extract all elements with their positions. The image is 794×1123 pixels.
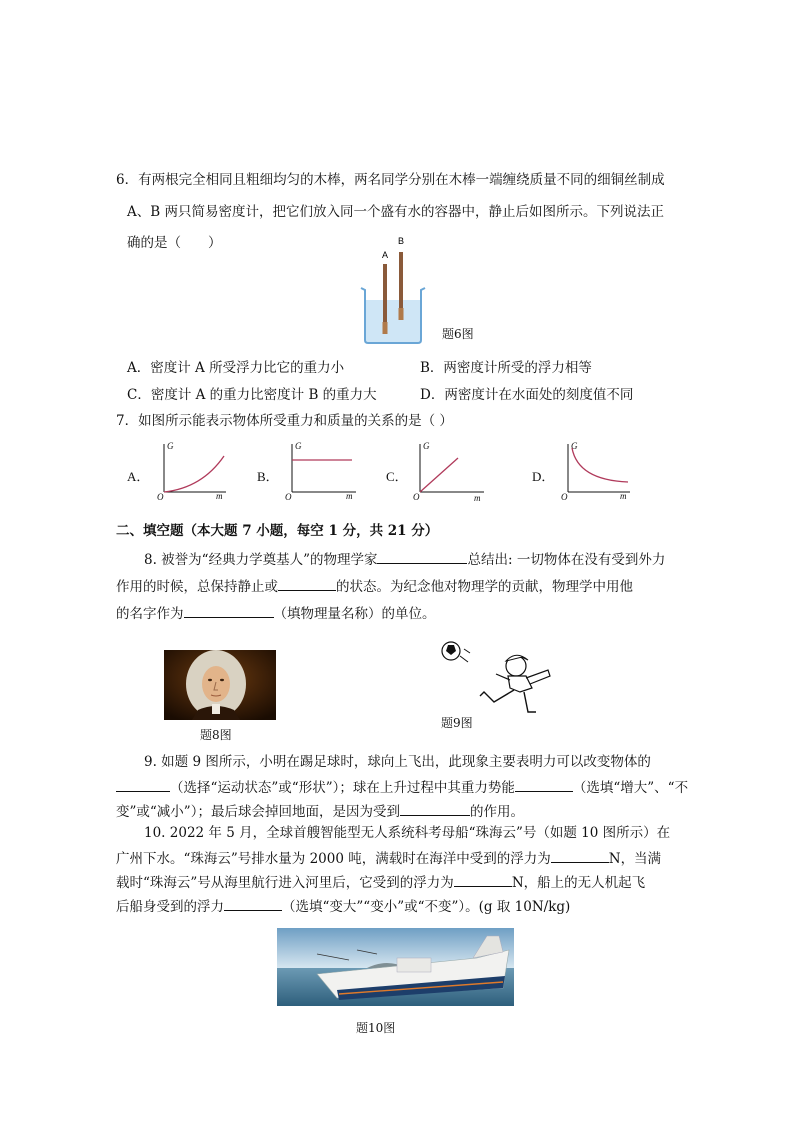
q7-graph-b-label: B．: [257, 469, 279, 484]
q9-blank-2[interactable]: [515, 777, 573, 792]
q6-stem-line1: 6．有两根完全相同且粗细均匀的木棒，两名同学分别在木棒一端缠绕质量不同的细铜丝制成: [116, 172, 665, 188]
q8-text: 8. 被誉为“经典力学奠基人”的物理学家: [144, 552, 378, 568]
q10-text: N，船上的无人机起飞: [511, 875, 646, 891]
q10-blank-2[interactable]: [454, 872, 512, 887]
q8-text: 的状态。为纪念他对物理学的贡献，物理学中用他: [336, 579, 633, 595]
origin-label: O: [561, 492, 568, 502]
q9-text: 变”或“减小”）；最后球会掉回地面，是因为受到: [116, 804, 400, 820]
q8-blank-2[interactable]: [278, 576, 336, 591]
origin-label: O: [157, 492, 164, 502]
q7-graph-c-label: C．: [386, 469, 408, 484]
q6-option-d: D．两密度计在水面处的刻度值不同: [420, 387, 634, 403]
q6-option-a: A．密度计 A 所受浮力比它的重力小: [127, 360, 345, 376]
q9-line3: [116, 801, 524, 821]
x-axis-label: m: [474, 493, 481, 502]
q10-blank-1[interactable]: [551, 848, 609, 863]
q10-text: 载时“珠海云”号从海里航行进入河里后，它受到的浮力为: [116, 875, 454, 891]
q8-line1: [144, 549, 665, 569]
x-axis-label: m: [216, 491, 223, 501]
q8-figure-caption: 题8图: [200, 728, 232, 742]
y-axis-label: G: [167, 441, 174, 451]
y-axis-label: G: [295, 441, 302, 451]
q10-blank-3[interactable]: [224, 896, 282, 911]
q9-line2: [116, 777, 688, 797]
curve: [164, 456, 224, 492]
q10-line2: [116, 848, 661, 868]
q8-blank-1[interactable]: [377, 549, 467, 564]
curve: [572, 448, 628, 482]
q10-figure-caption: 题10图: [356, 1021, 396, 1035]
q10-line3: [116, 872, 645, 892]
q7-graph-c: [408, 440, 490, 506]
q9-text: （选填“增大”、“不: [572, 780, 689, 796]
q10-line4: [116, 896, 570, 916]
q10-line1: 10. 2022 年 5 月，全球首艘智能型无人系统科考母船“珠海云”号（如题 10 图所示）在: [144, 825, 671, 841]
q7-graph-a: [152, 440, 234, 506]
q9-blank-1[interactable]: [116, 777, 170, 792]
x-axis-label: m: [620, 491, 627, 501]
water: [365, 300, 421, 342]
q7-graph-d: [556, 440, 638, 506]
q10-text: 后船身受到的浮力: [116, 899, 224, 915]
q9-blank-3[interactable]: [400, 801, 470, 816]
section2-heading: 二、填空题（本大题 7 小题，每空 1 分，共 21 分）: [116, 523, 439, 539]
q6-option-c: C．密度计 A 的重力比密度计 B 的重力大: [127, 387, 377, 403]
q6-label-b: B: [398, 236, 405, 246]
q6-figure-caption: 题6图: [442, 327, 474, 341]
q7-graph-a-label: A．: [127, 469, 150, 484]
q7-graph-b: [280, 440, 362, 506]
q10-text: 广州下水。“珠海云”号排水量为 2000 吨，满载时在海洋中受到的浮力为: [116, 851, 551, 867]
copper-wire-b: [399, 308, 404, 320]
q8-text: 的名字作为: [116, 606, 184, 622]
q6-stem-line3: 确的是（ ）: [127, 235, 222, 251]
q8-blank-3[interactable]: [184, 603, 274, 618]
q9-text: 的作用。: [469, 804, 524, 820]
q8-line2: [116, 576, 633, 596]
q7-stem: 7．如图所示能表示物体所受重力和质量的关系的是（ ）: [116, 413, 453, 429]
q6-label-a: A: [382, 250, 389, 260]
boy-kicking-ball-figure: [436, 640, 556, 716]
y-axis-label: G: [571, 441, 578, 451]
copper-wire-a: [383, 322, 388, 334]
q9-figure-caption: 题9图: [441, 716, 473, 730]
q9-line1: 9. 如题 9 图所示，小明在踢足球时，球向上飞出，此现象主要表明力可以改变物体的: [144, 754, 651, 770]
q10-text: （选填“变大”“变小”或“不变”）。(g 取 10N/kg): [282, 899, 571, 915]
q8-text: （填物理量名称）的单位。: [273, 606, 436, 622]
q7-graph-d-label: D．: [532, 469, 555, 484]
origin-label: O: [285, 492, 292, 502]
q6-hydrometer-figure: [358, 234, 438, 346]
q6-option-b: B．两密度计所受的浮力相等: [420, 360, 592, 376]
newton-portrait: [164, 650, 276, 720]
q9-text: （选择“运动状态”或“形状”）；球在上升过程中其重力势能: [170, 780, 515, 796]
ship-zhuhaiyun-image: [277, 928, 514, 1006]
curve: [420, 458, 458, 492]
q8-line3: [116, 603, 436, 623]
q6-stem-line2: A、B 两只简易密度计，把它们放入同一个盛有水的容器中，静止后如图所示。下列说法正: [127, 204, 664, 220]
q8-text: 作用的时候，总保持静止或: [116, 579, 278, 595]
q8-text: 总结出: 一切物体在没有受到外力: [467, 552, 666, 568]
y-axis-label: G: [423, 441, 430, 451]
x-axis-label: m: [346, 491, 353, 501]
q10-text: N，当满: [608, 851, 662, 867]
origin-label: O: [413, 492, 420, 502]
